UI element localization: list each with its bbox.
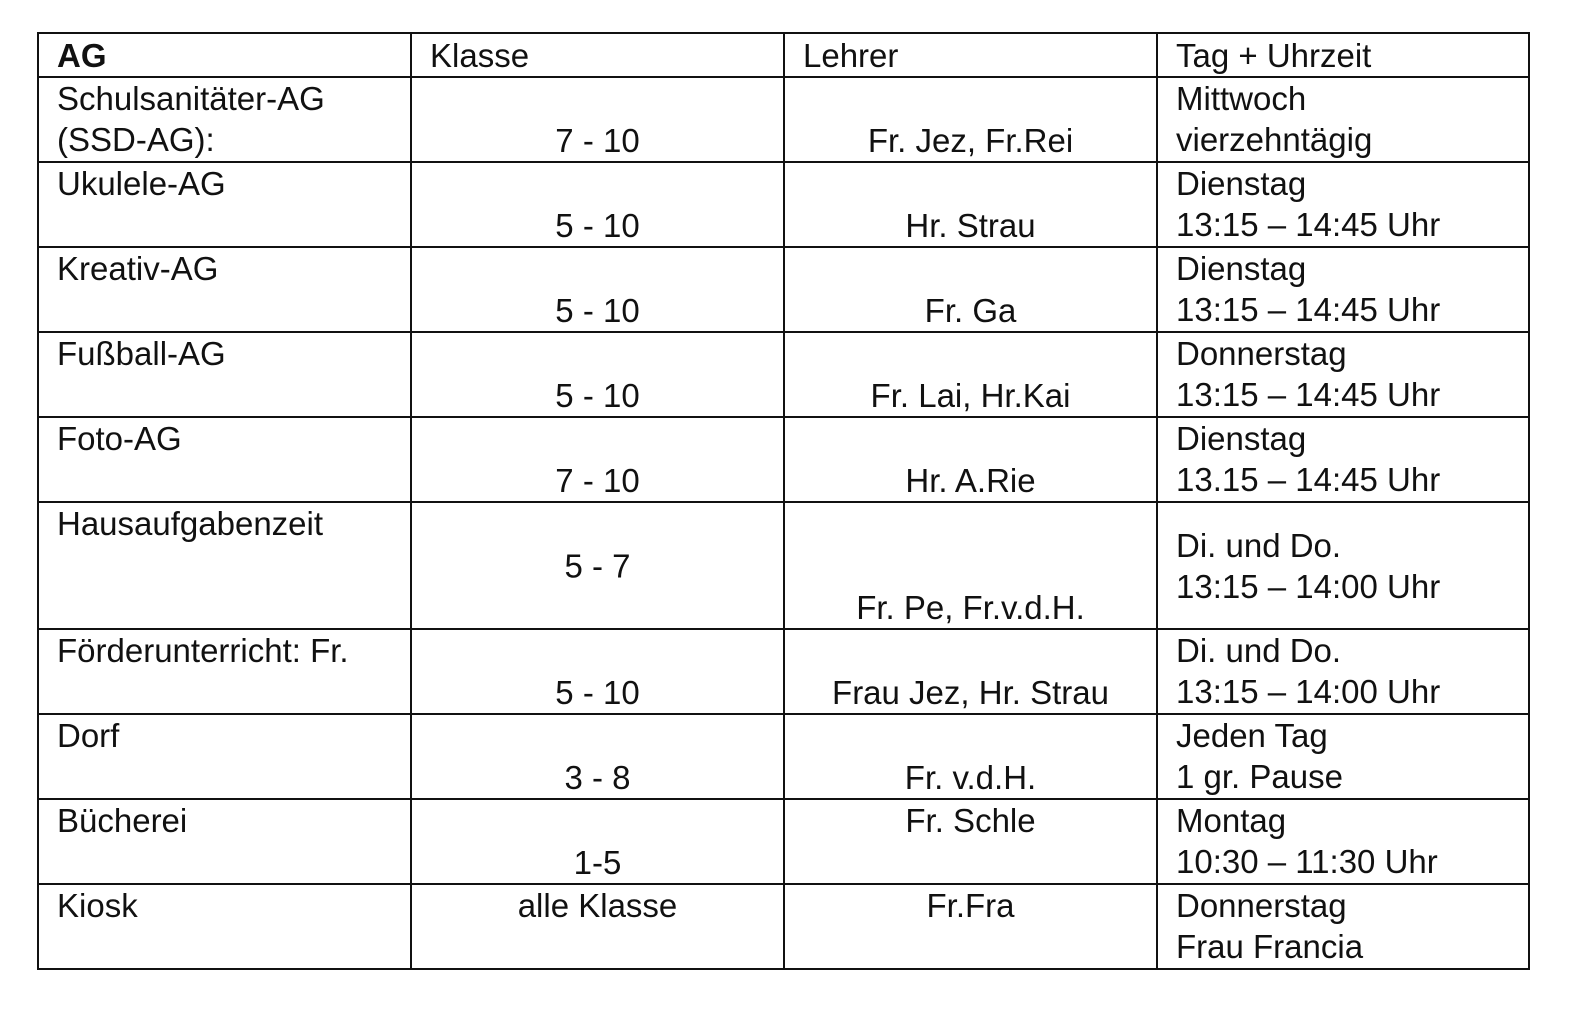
table-row	[38, 332, 1529, 417]
lehrer-value: Fr. Pe, Fr.v.d.H.	[856, 589, 1085, 626]
lehrer-cell	[784, 77, 1157, 162]
lehrer-cell	[784, 884, 1157, 969]
table-row	[38, 247, 1529, 332]
lehrer-cell	[784, 247, 1157, 332]
klasse-cell	[411, 417, 784, 502]
klasse-value: 7 - 10	[555, 122, 640, 159]
tag-cell	[1157, 247, 1529, 332]
tag-cell	[1157, 332, 1529, 417]
klasse-cell	[411, 502, 784, 629]
lehrer-value: Fr. v.d.H.	[904, 759, 1037, 796]
table-row	[38, 77, 1529, 162]
tag-cell	[1157, 417, 1529, 502]
tag-time: 10:30 – 11:30 Uhr	[1176, 843, 1438, 880]
tag-time: 13:15 – 14:00 Uhr	[1176, 567, 1441, 605]
ag-name: Ukulele-AG	[57, 165, 226, 202]
ag-name-cell	[38, 629, 411, 714]
table-row	[38, 417, 1529, 502]
ag-name: Hausaufgabenzeit	[57, 505, 324, 542]
header-klasse: Klasse	[411, 33, 784, 77]
tag-cell	[1157, 162, 1529, 247]
lehrer-value: Fr. Jez, Fr.Rei	[867, 122, 1074, 159]
table-row	[38, 502, 1529, 629]
lehrer-cell	[784, 714, 1157, 799]
tag-day: Dienstag	[1176, 250, 1307, 287]
ag-table	[37, 32, 1530, 970]
klasse-value: 5 - 10	[555, 292, 640, 329]
table-row	[38, 714, 1529, 799]
ag-name-cell	[38, 799, 411, 884]
tag-day: Dienstag	[1176, 165, 1307, 202]
tag-cell	[1157, 714, 1529, 799]
header-lehrer: Lehrer	[784, 33, 1157, 77]
tag-day: Mittwoch	[1176, 80, 1307, 117]
tag-cell	[1157, 77, 1529, 162]
ag-name-cell	[38, 332, 411, 417]
ag-name: Förderunterricht: Fr.	[57, 632, 349, 669]
klasse-cell	[411, 162, 784, 247]
ag-name: Fußball-AG	[57, 335, 226, 372]
tag-time: vierzehntägig	[1176, 121, 1373, 158]
table-header-row	[38, 33, 1529, 77]
ag-name: Bücherei	[57, 802, 188, 839]
tag-cell	[1157, 799, 1529, 884]
tag-time: 13:15 – 14:45 Uhr	[1176, 376, 1441, 413]
lehrer-cell	[784, 502, 1157, 629]
tag-time: 13:15 – 14:45 Uhr	[1176, 291, 1441, 328]
tag-time: 13.15 – 14:45 Uhr	[1176, 461, 1441, 498]
tag-day: Dienstag	[1176, 420, 1307, 457]
ag-name-cell	[38, 502, 411, 629]
lehrer-value: Hr. A.Rie	[905, 462, 1036, 499]
tag-time: Frau Francia	[1176, 928, 1364, 965]
klasse-value: 5 - 7	[564, 547, 631, 584]
tag-time: 13:15 – 14:45 Uhr	[1176, 206, 1441, 243]
klasse-cell	[411, 77, 784, 162]
tag-cell	[1157, 884, 1529, 969]
tag-day: Di. und Do.	[1176, 632, 1342, 669]
klasse-value: 5 - 10	[555, 207, 640, 244]
table-row	[38, 162, 1529, 247]
tag-cell	[1157, 629, 1529, 714]
klasse-value: 7 - 10	[555, 462, 640, 499]
ag-name-cell	[38, 417, 411, 502]
klasse-value: 1-5	[573, 844, 622, 881]
table-row	[38, 884, 1529, 969]
lehrer-value: Fr. Schle	[905, 802, 1036, 839]
tag-time: 13:15 – 14:00 Uhr	[1176, 673, 1441, 710]
tag-cell	[1157, 502, 1529, 629]
tag-day: Donnerstag	[1176, 335, 1347, 372]
klasse-cell	[411, 884, 784, 969]
tag-day: Jeden Tag	[1176, 717, 1328, 754]
ag-name: Dorf	[57, 717, 120, 754]
ag-name-cell	[38, 714, 411, 799]
header-ag: AG	[38, 33, 411, 77]
tag-time: 1 gr. Pause	[1176, 758, 1343, 795]
lehrer-cell	[784, 799, 1157, 884]
lehrer-cell	[784, 332, 1157, 417]
ag-name: Foto-AG	[57, 420, 182, 457]
klasse-cell	[411, 247, 784, 332]
klasse-value: 5 - 10	[555, 674, 640, 711]
klasse-cell	[411, 332, 784, 417]
klasse-value: 3 - 8	[564, 759, 631, 796]
ag-name-cell	[38, 77, 411, 162]
klasse-cell	[411, 629, 784, 714]
lehrer-cell	[784, 629, 1157, 714]
table-row	[38, 799, 1529, 884]
ag-name: Kiosk	[57, 887, 138, 924]
header-tag: Tag + Uhrzeit	[1157, 33, 1529, 77]
lehrer-value: Fr. Lai, Hr.Kai	[870, 377, 1071, 414]
ag-name-cell	[38, 884, 411, 969]
ag-name: Kreativ-AG	[57, 250, 219, 287]
klasse-cell	[411, 714, 784, 799]
tag-day: Montag	[1176, 802, 1287, 839]
lehrer-value: Hr. Strau	[905, 207, 1036, 244]
klasse-cell	[411, 799, 784, 884]
lehrer-cell	[784, 417, 1157, 502]
tag-day: Di. und Do.	[1176, 526, 1342, 564]
lehrer-cell	[784, 162, 1157, 247]
ag-name-line2: (SSD-AG):	[57, 121, 215, 158]
table-row	[38, 629, 1529, 714]
ag-name-cell	[38, 247, 411, 332]
tag-day: Donnerstag	[1176, 887, 1347, 924]
klasse-value: alle Klasse	[517, 887, 678, 924]
ag-name: Schulsanitäter-AG	[57, 80, 325, 117]
lehrer-value: Fr.Fra	[926, 887, 1015, 924]
lehrer-value: Fr. Ga	[924, 292, 1017, 329]
klasse-value: 5 - 10	[555, 377, 640, 414]
ag-name-cell	[38, 162, 411, 247]
lehrer-value: Frau Jez, Hr. Strau	[832, 674, 1109, 711]
